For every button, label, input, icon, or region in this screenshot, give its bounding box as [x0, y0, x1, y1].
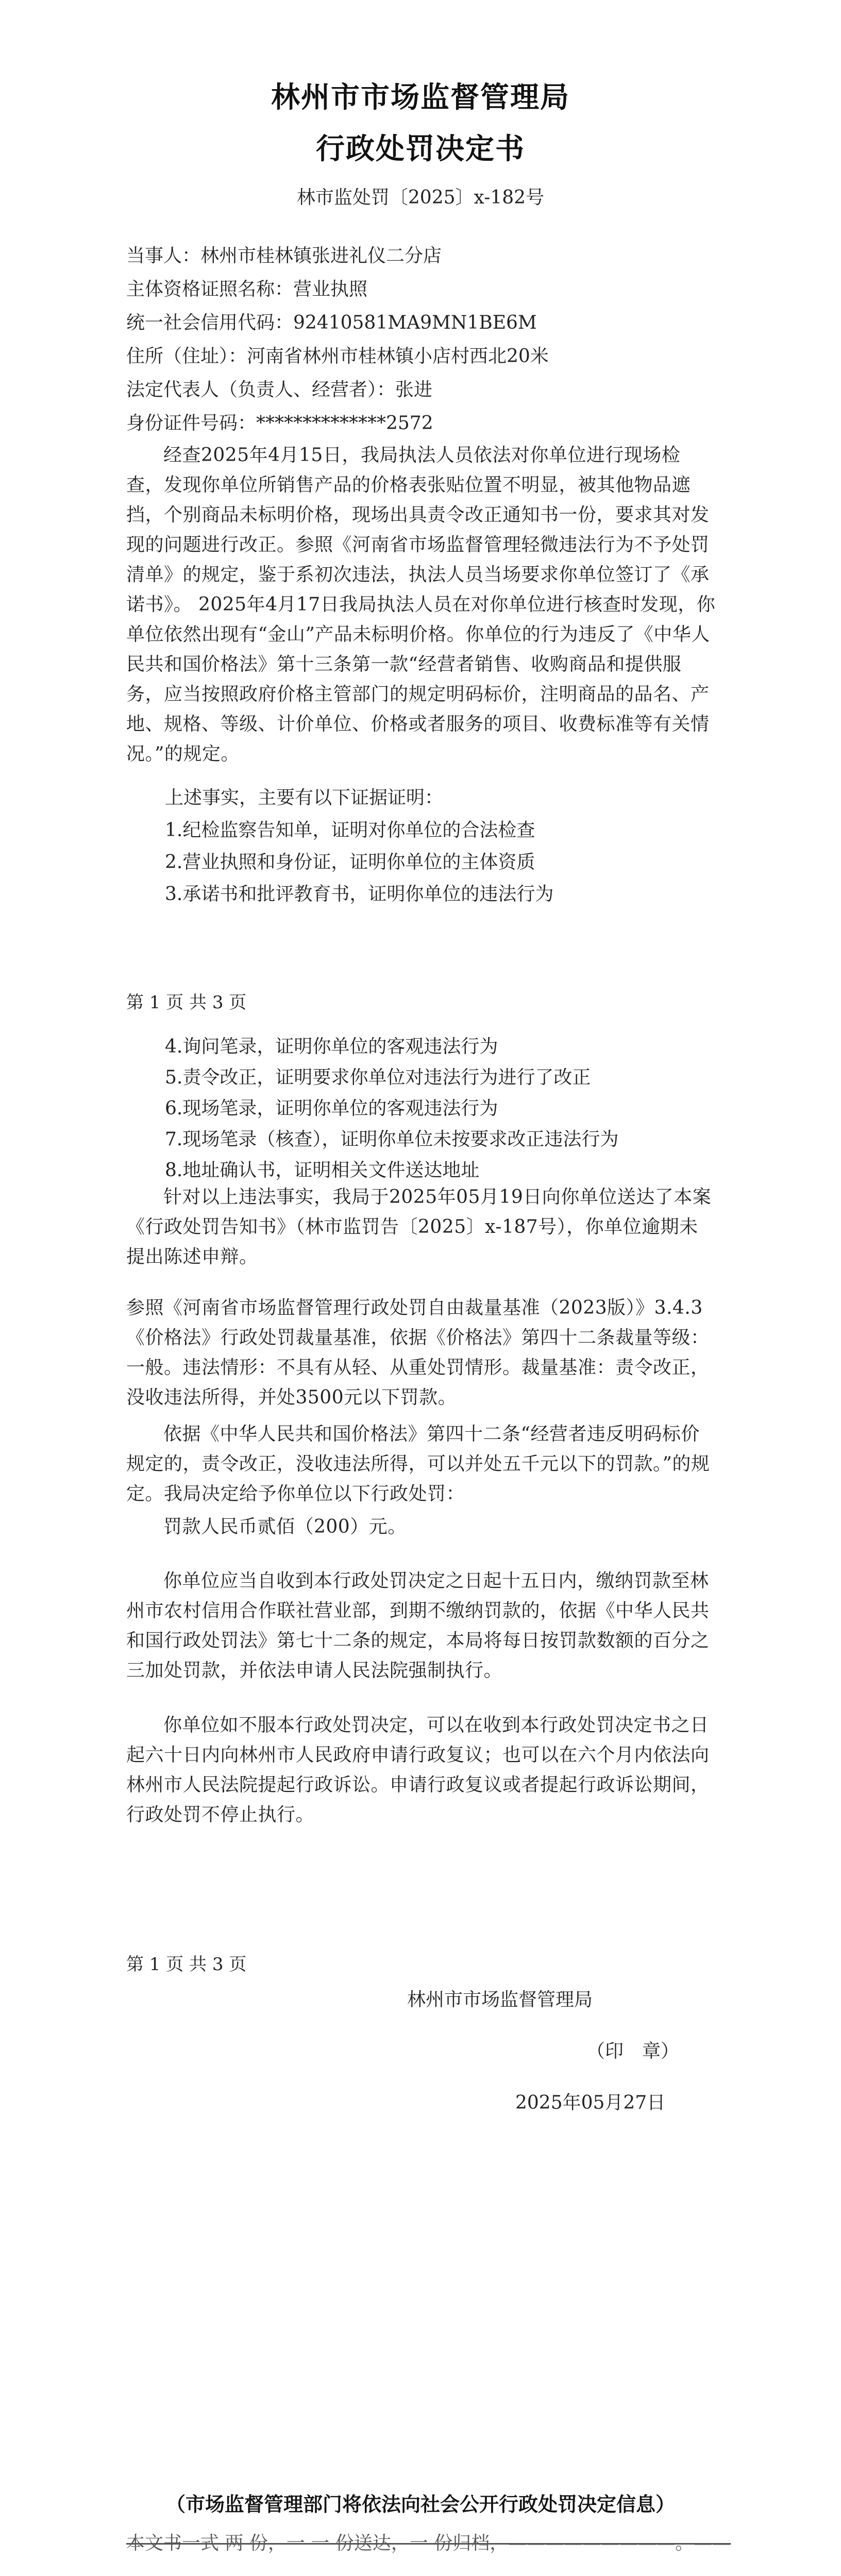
notice-paragraph: 针对以上违法事实，我局于2025年05月19日向你单位送达了本案《行政处罚告知书》（林市监罚告〔2025〕x-187号），你单位逾期未提出陈述申辩。	[126, 1187, 712, 1267]
copies-note: 本文书一式 两 份，一 一 份送达，一 份归档，—————————。——	[126, 2533, 731, 2554]
party-address: 住所（住址）：河南省林州市桂林镇小店村西北20米	[126, 346, 549, 367]
evidence-item: 7.现场笔录（核查），证明你单位未按要求改正违法行为	[165, 1129, 619, 1150]
facts-paragraph: 经查2025年4月15日，我局执法人员依法对你单位进行现场检查，发现你单位所销售产品的价格表张贴位置不明显，被其他物品遮挡，个别商品未标明价格，现场出具责令改正通知书一份，要求其对发现的问题进行改正。参照《河南省市场监督管理轻微违法行为不予处罚清单》的规定，鉴于系初次违法，执法人员当场要求你单位签订了《承诺书》。 2025年4月17日我局执法人员在对你单位进行核查时发现，你单位依然出现有“金山”产品未标明价格。你单位的行为违反了《中华人民共和国价格法》第十三条第一款“经营者销售、收购商品和提供服务，应当按照政府价格主管部门的规定明码标价，注明商品的品名、产地、规格、等级、计价单位、价格或者服务的项目、收费标准等有关情况。”的规定。	[126, 445, 716, 765]
page-indicator: 第 1 页 共 3 页	[126, 992, 247, 1013]
legal-basis-paragraph: 依据《中华人民共和国价格法》第四十二条“经营者违反明码标价规定的，责令改正，没收违法所得，可以并处五千元以下的罚款。”的规定。我局决定给予你单位以下行政处罚：	[126, 1423, 710, 1504]
issuing-authority: 林州市市场监督管理局	[407, 1989, 593, 2010]
party-name: 当事人：林州市桂林镇张进礼仪二分店	[126, 245, 442, 266]
evidence-item: 5.责令改正，证明要求你单位对违法行为进行了改正	[165, 1067, 591, 1088]
evidence-item: 8.地址确认书，证明相关文件送达地址	[165, 1160, 480, 1181]
evidence-item: 2.营业执照和身份证，证明你单位的主体资质	[165, 852, 535, 873]
credit-code: 统一社会信用代码：92410581MA9MN1BE6M	[126, 312, 537, 333]
evidence-intro: 上述事实，主要有以下证据证明：	[165, 787, 444, 808]
doc-number: 林市监处罚〔2025〕x-182号	[296, 187, 545, 208]
penalty-paragraph: 罚款人民币贰佰（200）元。	[163, 1516, 407, 1537]
cert-name: 主体资格证照名称：营业执照	[126, 279, 368, 300]
evidence-item: 1.纪检监察告知单，证明对你单位的合法检查	[165, 820, 535, 841]
page-indicator: 第 1 页 共 3 页	[126, 1954, 247, 1975]
discretion-paragraph: 参照《河南省市场监督管理行政处罚自由裁量基准（2023版）》3.4.3《价格法》行政处罚裁量基准，依据《价格法》第四十二条裁量等级：一般。违法情形：不具有从轻、从重处罚情形。裁量基准：责令改正，没收违法所得，并处3500元以下罚款。	[126, 1297, 710, 1408]
evidence-item: 6.现场笔录，证明你单位的客观违法行为	[165, 1098, 498, 1119]
disclosure-notice: （市场监督管理部门将依法向社会公开行政处罚决定信息）	[165, 2493, 675, 2516]
issue-date: 2025年05月27日	[515, 2092, 666, 2113]
appeal-paragraph: 你单位如不服本行政处罚决定，可以在收到本行政处罚决定书之日起六十日内向林州市人民政府申请行政复议；也可以在六个月内依法向林州市人民法院提起行政诉讼。申请行政复议或者提起行政诉讼期间，行政处罚不停止执行。	[126, 1715, 710, 1825]
id-number: 身份证件号码：**************2572	[126, 413, 433, 434]
doc-title-type: 行政处罚决定书	[316, 132, 525, 166]
legal-representative: 法定代表人（负责人、经营者）：张进	[126, 379, 433, 400]
evidence-item: 4.询问笔录，证明你单位的客观违法行为	[165, 1036, 498, 1057]
seal-placeholder: （印 章）	[586, 2041, 680, 2062]
payment-paragraph: 你单位应当自收到本行政处罚决定之日起十五日内，缴纳罚款至林州市农村信用合作联社营业部，到期不缴纳罚款的，依据《中华人民共和国行政处罚法》第七十二条的规定，本局将每日按罚款数额的百分之三加处罚款，并依法申请人民法院强制执行。	[126, 1570, 710, 1681]
evidence-item: 3.承诺书和批评教育书，证明你单位的违法行为	[165, 884, 554, 905]
doc-title-org: 林州市市场监督管理局	[271, 80, 570, 114]
